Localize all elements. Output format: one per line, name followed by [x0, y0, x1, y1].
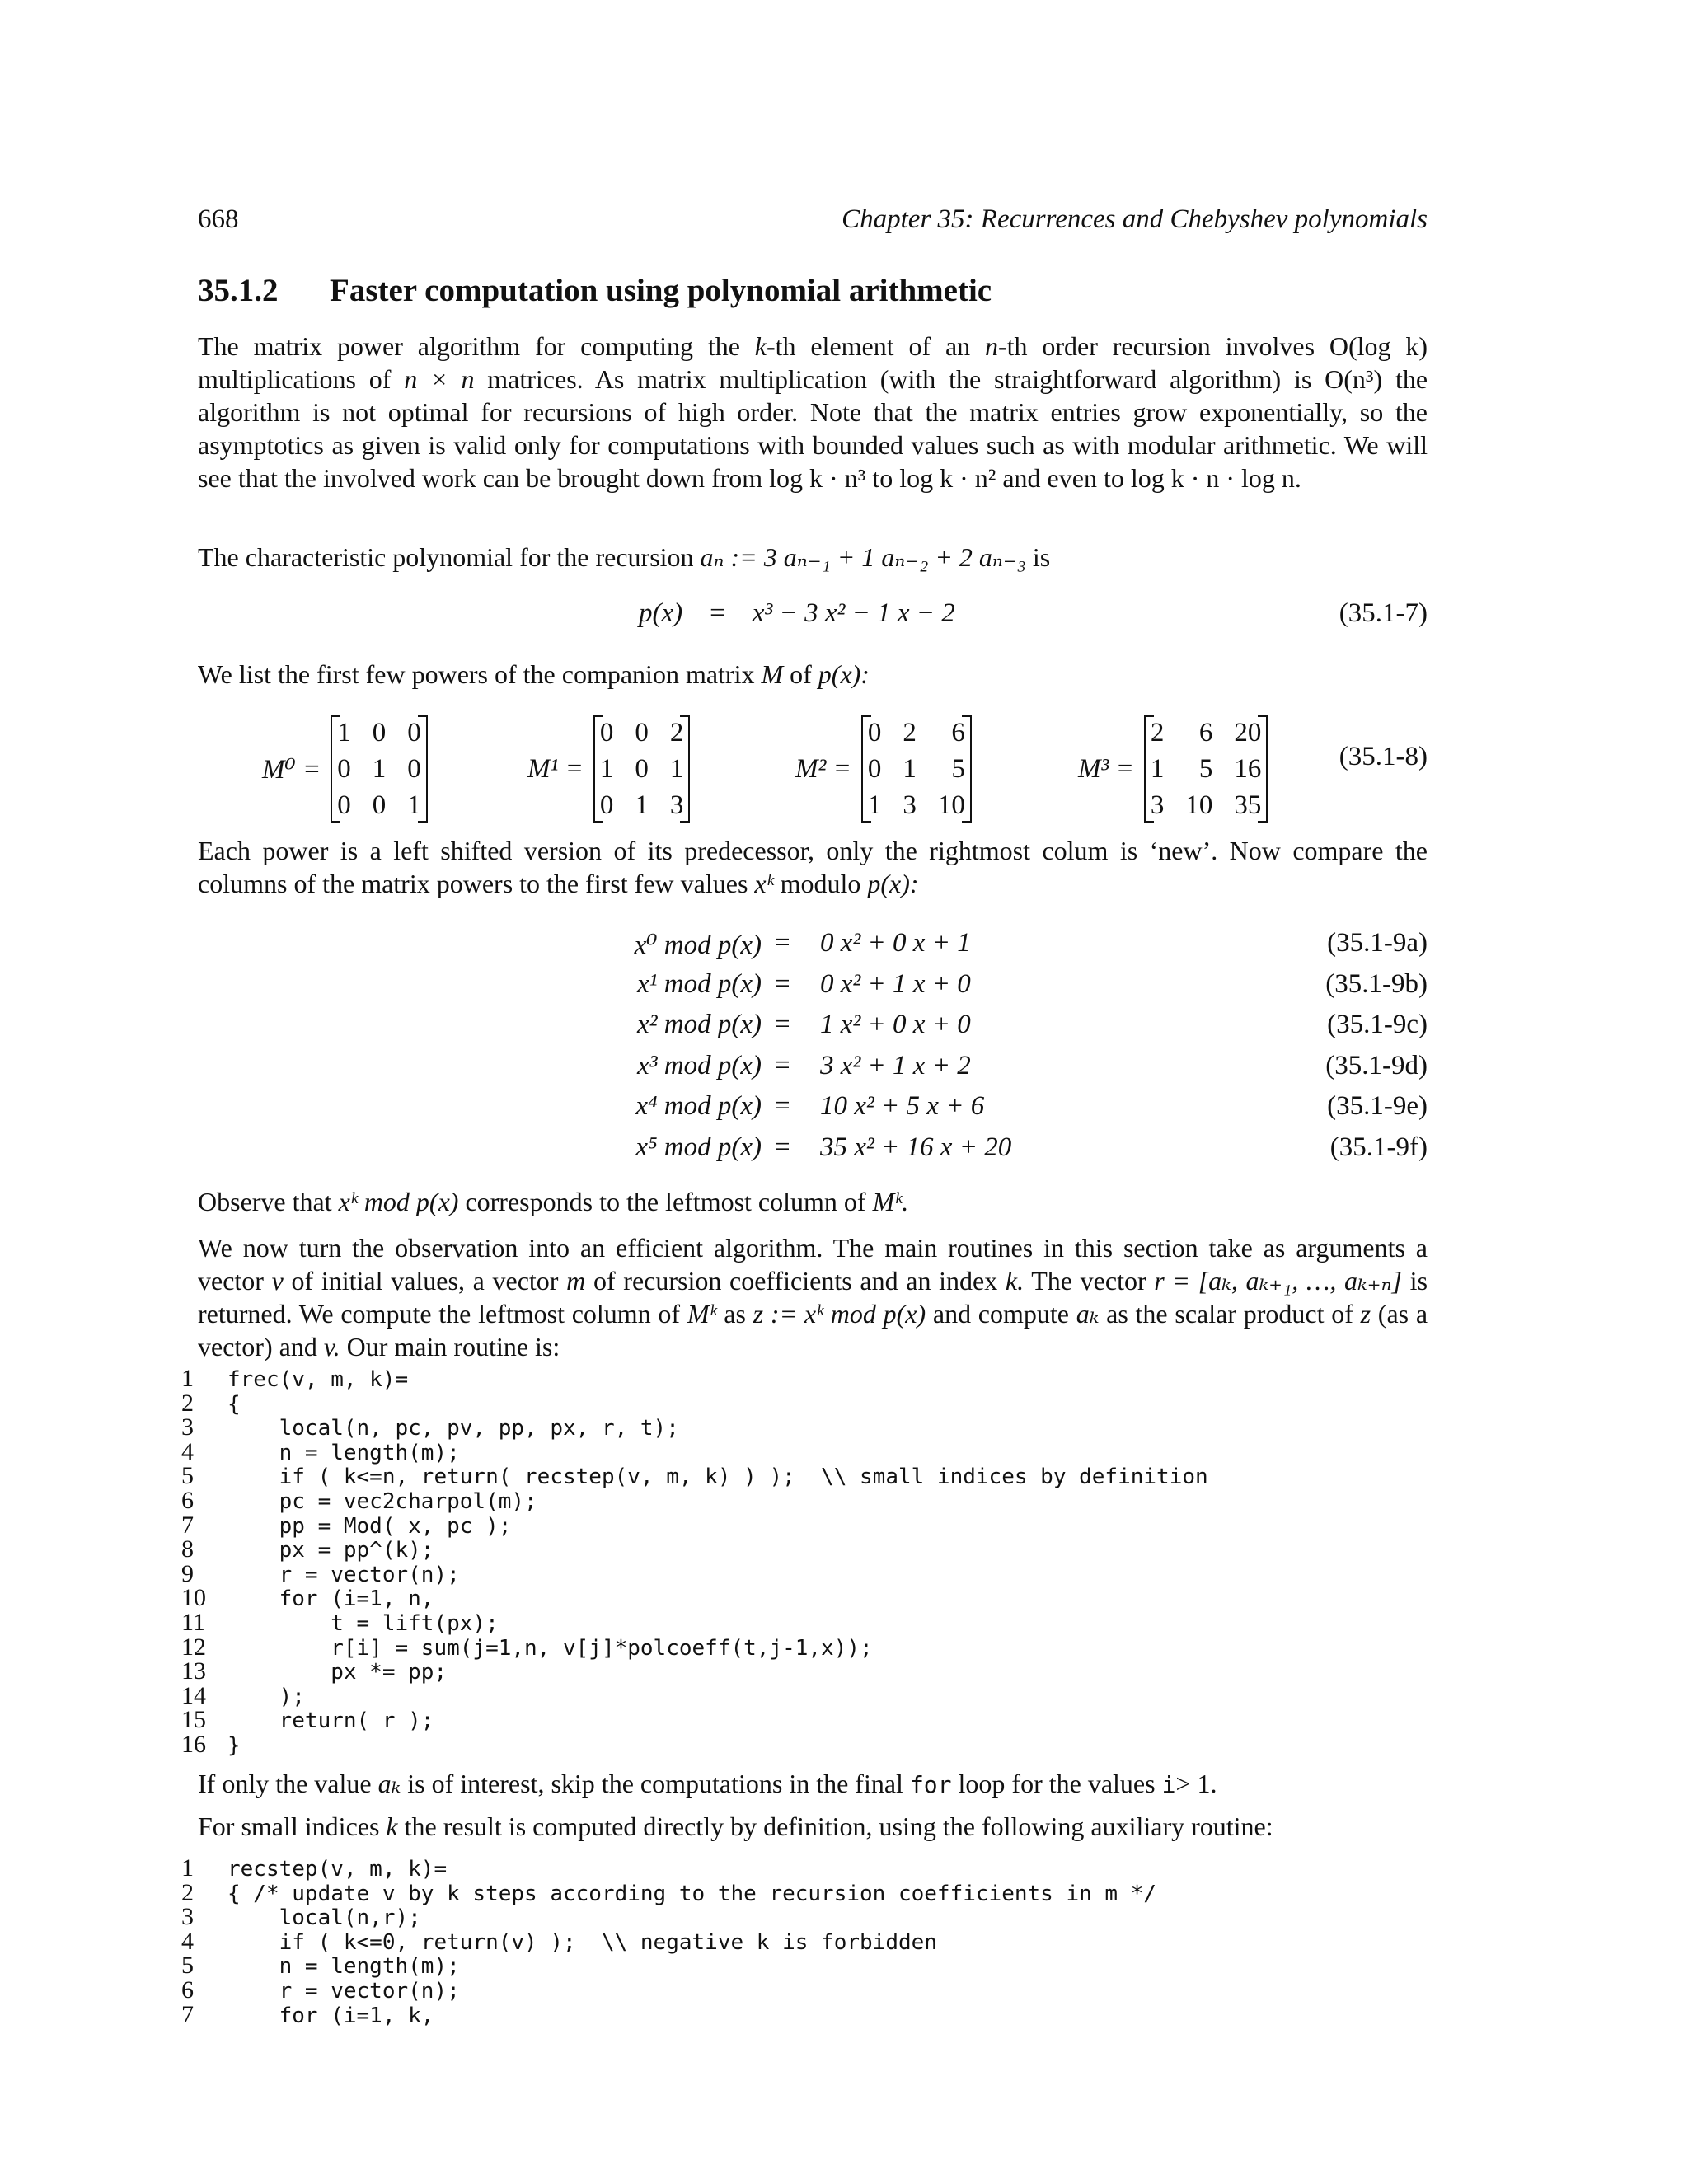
matrix-cell: 6	[1198, 718, 1213, 748]
code-line	[181, 1635, 1208, 1660]
matrix-cell: 10	[937, 790, 965, 820]
mod-equation-num: (35.1-9a)	[1327, 928, 1428, 958]
matrix-cell: 1	[337, 718, 351, 748]
matrix-cell: 1	[1150, 754, 1165, 784]
line-number: 10	[181, 1584, 206, 1612]
code-text: pp = Mod( x, pc );	[227, 1513, 512, 1539]
page-number: 668	[198, 204, 239, 234]
line-number: 3	[181, 1413, 194, 1441]
paragraph-matrix-power: The matrix power algorithm for computing the k-th element of an n-th order recursion involves O(log k) multiplications of n × n matrices. As matrix multiplication (with the straightforward algorithm) is O(n³) the algorithm is not optimal for recursions of high order. Note that the matrix entries grow exponentially, so the asymptotics as given is valid only for computations with bounded values such as with modular arithmetic. We will see that the involved work can be brought down from log k · n³ to log k · n² and even to log k · n · log n.	[198, 331, 1428, 493]
code-listing-recstep	[181, 1856, 1156, 2027]
line-number: 5	[181, 1952, 194, 1980]
mod-equation-eq: =	[775, 1010, 790, 1040]
code-line	[181, 1732, 1208, 1757]
line-number: 7	[181, 2000, 194, 2028]
matrix-cell: 0	[599, 790, 614, 820]
line-number: 5	[181, 1462, 194, 1490]
code-line	[181, 1953, 1156, 1978]
code-text: );	[227, 1684, 305, 1709]
matrix-cell: 3	[903, 790, 917, 820]
code-listing-frec	[181, 1366, 1208, 1757]
matrix-cell: 0	[407, 754, 421, 784]
code-line	[181, 1610, 1208, 1635]
mod-equation-lhs: x² mod p(x)	[637, 1010, 762, 1040]
paragraph-observe: Observe that xᵏ mod p(x) corresponds to the leftmost column of Mᵏ.	[198, 1187, 909, 1216]
matrix-cell: 20	[1234, 718, 1262, 748]
code-line	[181, 1856, 1156, 1881]
code-line	[181, 1975, 1156, 2004]
matrix-cell: 2	[669, 718, 684, 748]
code-text: t = lift(px);	[227, 1610, 499, 1636]
matrix-cell: 1	[372, 754, 387, 784]
line-number: 16	[181, 1730, 206, 1758]
line-number: 9	[181, 1559, 194, 1587]
code-text: frec(v, m, k)=	[227, 1367, 409, 1392]
code-text: pc = vec2charpol(m);	[227, 1488, 537, 1514]
mod-equation-eq: =	[775, 1091, 790, 1122]
matrix-cell: 0	[867, 754, 882, 784]
matrix-m0: M⁰ = 1 0 0 0 1 0 0 0 1	[262, 715, 428, 823]
mod-equation-eq: =	[775, 1050, 790, 1080]
code-text: r = vector(n);	[227, 1978, 460, 2004]
code-line	[181, 1366, 1208, 1391]
code-line	[181, 1559, 1208, 1587]
matrix-cell: 1	[599, 754, 614, 784]
line-number: 3	[181, 1903, 194, 1931]
line-number: 6	[181, 1486, 194, 1514]
mod-equation-lhs: x³ mod p(x)	[637, 1050, 762, 1080]
matrix-cell: 0	[372, 718, 387, 748]
code-text: local(n,r);	[227, 1905, 421, 1931]
matrix-cell: 1	[903, 754, 917, 784]
code-text: recstep(v, m, k)=	[227, 1857, 448, 1882]
code-text: px *= pp;	[227, 1660, 448, 1685]
line-number: 4	[181, 1437, 194, 1465]
matrix-cell: 5	[951, 754, 965, 784]
matrix-cell: 1	[867, 790, 882, 820]
mod-equation-num: (35.1-9f)	[1329, 1132, 1428, 1162]
mod-equation-num: (35.1-9d)	[1325, 1050, 1428, 1080]
code-text: px = pp^(k);	[227, 1538, 434, 1563]
mod-equation-row	[198, 1051, 1428, 1092]
line-number: 1	[181, 1365, 194, 1392]
code-text: {	[227, 1391, 241, 1417]
equation-char-poly: p(x) = x³ − 3 x² − 1 x − 2	[639, 598, 955, 628]
line-number: 12	[181, 1633, 206, 1661]
code-text: if ( k<=n, return( recstep(v, m, k) ) ); \\ small indices by definition	[227, 1465, 1208, 1490]
section-heading	[198, 272, 992, 309]
code-text: for (i=1, n,	[227, 1586, 434, 1612]
mod-equation-eq: =	[775, 928, 790, 958]
matrix-cell: 1	[635, 790, 649, 820]
matrix-cell: 0	[407, 718, 421, 748]
mod-equation-num: (35.1-9e)	[1327, 1091, 1428, 1122]
matrix-cell: 6	[951, 718, 965, 748]
matrix-cell: 0	[337, 790, 351, 820]
code-line	[181, 1464, 1208, 1488]
code-text: }	[227, 1732, 241, 1758]
line-number: 1	[181, 1854, 194, 1882]
code-line	[181, 1391, 1208, 1416]
mod-equation-row	[198, 1091, 1428, 1132]
mod-equation-num: (35.1-9c)	[1327, 1010, 1428, 1040]
mod-equation-row	[198, 969, 1428, 1010]
matrix-cell: 0	[337, 754, 351, 784]
code-line	[181, 1415, 1208, 1440]
matrix-cell: 0	[867, 718, 882, 748]
line-number: 6	[181, 1975, 194, 2004]
line-number: 15	[181, 1706, 206, 1734]
paragraph-only-ak: If only the value aₖ is of interest, skip the computations in the final for loop for the values i> 1.	[198, 1769, 1217, 1798]
matrix-m3: M³ = 2 6 20 1 5 16 3 10 35	[1078, 715, 1268, 823]
mod-equation-row	[198, 928, 1428, 969]
matrix-cell: 3	[669, 790, 684, 820]
code-text: for (i=1, k,	[227, 2003, 434, 2028]
matrix-cell: 0	[372, 790, 387, 820]
equation-number: (35.1-8)	[1339, 742, 1428, 771]
code-text: r[i] = sum(j=1,n, v[j]*polcoeff(t,j-1,x));	[227, 1635, 873, 1661]
mod-equation-lhs: x⁵ mod p(x)	[635, 1132, 762, 1162]
code-line	[181, 1537, 1208, 1562]
paragraph-shifted: Each power is a left shifted version of its predecessor, only the rightmost colum is ‘new’. Now compare the columns of the matrix powers to the first few values xᵏ modulo p(x):	[198, 836, 1428, 898]
code-line	[181, 1905, 1156, 1929]
mod-equation-rhs: 3 x² + 1 x + 2	[820, 1050, 971, 1080]
mod-equation-rhs: 35 x² + 16 x + 20	[820, 1132, 1012, 1162]
code-line	[181, 1659, 1208, 1684]
section-number: 35.1.2	[198, 273, 279, 308]
mod-equation-lhs: x¹ mod p(x)	[637, 968, 762, 999]
line-number: 11	[181, 1608, 205, 1636]
paragraph-small-indices: For small indices k the result is computed directly by definition, using the following auxiliary routine:	[198, 1811, 1273, 1841]
mod-equation-rhs: 10 x² + 5 x + 6	[820, 1091, 985, 1122]
matrix-cell: 5	[1198, 754, 1213, 784]
code-text: n = length(m);	[227, 1954, 460, 1980]
line-number: 7	[181, 1511, 194, 1539]
matrix-cell: 3	[1150, 790, 1165, 820]
line-number: 8	[181, 1535, 194, 1563]
code-line	[181, 1437, 1208, 1465]
matrix-cell: 10	[1185, 790, 1213, 820]
line-number: 2	[181, 1878, 194, 1906]
matrix-cell: 0	[635, 718, 649, 748]
mod-equation-row	[198, 1132, 1428, 1174]
matrix-cell: 1	[407, 790, 421, 820]
paragraph-char-poly: The characteristic polynomial for the recursion aₙ := 3 aₙ₋₁ + 1 aₙ₋₂ + 2 aₙ₋₃ is	[198, 542, 1051, 572]
paragraph-companion: We list the first few powers of the companion matrix M of p(x):	[198, 659, 870, 689]
matrix-cell: 1	[669, 754, 684, 784]
paragraph-algorithm: We now turn the observation into an efficient algorithm. The main routines in this section take as arguments a vector v of initial values, a vector m of recursion coefficients and an index k. The vector r = [aₖ, aₖ₊₁, …, aₖ₊ₙ] is returned. We compute the leftmost column of Mᵏ as z := xᵏ mod p(x) and compute aₖ as the scalar product of z (as a vector) and v. Our main routine is:	[198, 1233, 1428, 1361]
matrix-cell: 16	[1234, 754, 1262, 784]
line-number: 13	[181, 1657, 206, 1685]
matrix-cell: 2	[1150, 718, 1165, 748]
mod-equation-rhs: 0 x² + 0 x + 1	[820, 928, 971, 958]
code-text: n = length(m);	[227, 1440, 460, 1465]
code-line	[181, 1586, 1208, 1610]
code-text: return( r );	[227, 1708, 434, 1734]
chapter-title: Chapter 35: Recurrences and Chebyshev polynomials	[842, 204, 1428, 234]
matrix-m1: M¹ = 0 0 2 1 0 1 0 1 3	[528, 715, 690, 823]
mod-equation-lhs: x⁴ mod p(x)	[635, 1091, 762, 1122]
mod-equation-eq: =	[775, 1132, 790, 1162]
mod-equation-eq: =	[775, 968, 790, 999]
code-line	[181, 1488, 1208, 1513]
line-number: 2	[181, 1389, 194, 1417]
mod-equation-rhs: 0 x² + 1 x + 0	[820, 968, 971, 999]
matrix-cell: 0	[635, 754, 649, 784]
code-line	[181, 2000, 1156, 2028]
equation-number: (35.1-7)	[1339, 598, 1428, 628]
mod-equation-row	[198, 1010, 1428, 1051]
code-line	[181, 1681, 1208, 1709]
line-number: 4	[181, 1927, 194, 1955]
mod-equation-rhs: 1 x² + 0 x + 0	[820, 1010, 971, 1040]
code-text: if ( k<=0, return(v) ); \\ negative k is forbidden	[227, 1929, 937, 1955]
code-line	[181, 1513, 1208, 1538]
code-line	[181, 1929, 1156, 1954]
section-title: Faster computation using polynomial arithmetic	[330, 273, 992, 308]
code-line	[181, 1878, 1157, 1906]
matrix-m2: M² = 0 2 6 0 1 5 1 3 10	[795, 715, 972, 823]
code-line	[181, 1708, 1208, 1732]
mod-equation-num: (35.1-9b)	[1325, 968, 1428, 999]
mod-equation-lhs: x⁰ mod p(x)	[634, 930, 762, 960]
matrix-cell: 35	[1234, 790, 1262, 820]
matrix-cell: 0	[599, 718, 614, 748]
code-text: { /* update v by k steps according to the recursion coefficients in m */	[227, 1881, 1157, 1906]
code-text: local(n, pc, pv, pp, px, r, t);	[227, 1416, 679, 1441]
code-text: r = vector(n);	[227, 1562, 460, 1587]
matrix-cell: 2	[903, 718, 917, 748]
line-number: 14	[181, 1681, 206, 1709]
